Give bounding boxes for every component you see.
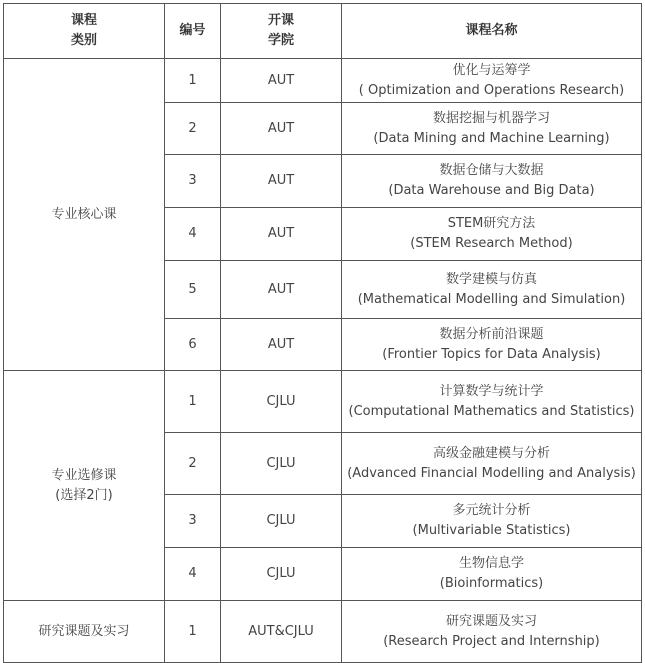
course-name: 数据分析前沿课题 (Frontier Topics for Data Analysis) [342, 319, 642, 371]
course-college: AUT [221, 319, 342, 371]
course-name: 高级金融建模与分析 (Advanced Financial Modelling and Analysis) [342, 433, 642, 495]
course-college: CJLU [221, 495, 342, 548]
course-college: AUT [221, 261, 342, 319]
course-name: 生物信息学 (Bioinformatics) [342, 548, 642, 601]
course-name: 数据挖掘与机器学习 (Data Mining and Machine Learning) [342, 103, 642, 155]
course-number: 2 [165, 103, 221, 155]
course-college: AUT&CJLU [221, 601, 342, 663]
course-name: 多元统计分析 (Multivariable Statistics) [342, 495, 642, 548]
header-category: 课程 类别 [4, 4, 165, 59]
header-row [4, 4, 642, 59]
course-college: AUT [221, 155, 342, 208]
course-number: 5 [165, 261, 221, 319]
header-course-name: 课程名称 [342, 4, 642, 59]
course-number: 1 [165, 371, 221, 433]
table-row [4, 371, 642, 433]
course-number: 4 [165, 548, 221, 601]
course-college: CJLU [221, 371, 342, 433]
category-research: 研究课题及实习 [4, 601, 165, 663]
course-number: 3 [165, 495, 221, 548]
course-name: 优化与运筹学 ( Optimization and Operations Research) [342, 59, 642, 103]
course-college: CJLU [221, 548, 342, 601]
course-number: 2 [165, 433, 221, 495]
course-number: 1 [165, 59, 221, 103]
course-number: 1 [165, 601, 221, 663]
course-table [3, 3, 642, 663]
course-name: 数学建模与仿真 (Mathematical Modelling and Simulation) [342, 261, 642, 319]
course-name: 数据仓储与大数据 (Data Warehouse and Big Data) [342, 155, 642, 208]
table-row [4, 601, 642, 663]
header-college: 开课 学院 [221, 4, 342, 59]
course-number: 3 [165, 155, 221, 208]
course-name: STEM研究方法 (STEM Research Method) [342, 208, 642, 261]
course-college: AUT [221, 208, 342, 261]
course-number: 6 [165, 319, 221, 371]
course-name: 研究课题及实习 (Research Project and Internship) [342, 601, 642, 663]
course-name: 计算数学与统计学 (Computational Mathematics and Statistics) [342, 371, 642, 433]
course-college: AUT [221, 103, 342, 155]
table-row [4, 59, 642, 103]
course-college: AUT [221, 59, 342, 103]
category-core: 专业核心课 [4, 59, 165, 371]
header-number: 编号 [165, 4, 221, 59]
course-college: CJLU [221, 433, 342, 495]
course-number: 4 [165, 208, 221, 261]
category-elective: 专业选修课 (选择2门) [4, 371, 165, 601]
